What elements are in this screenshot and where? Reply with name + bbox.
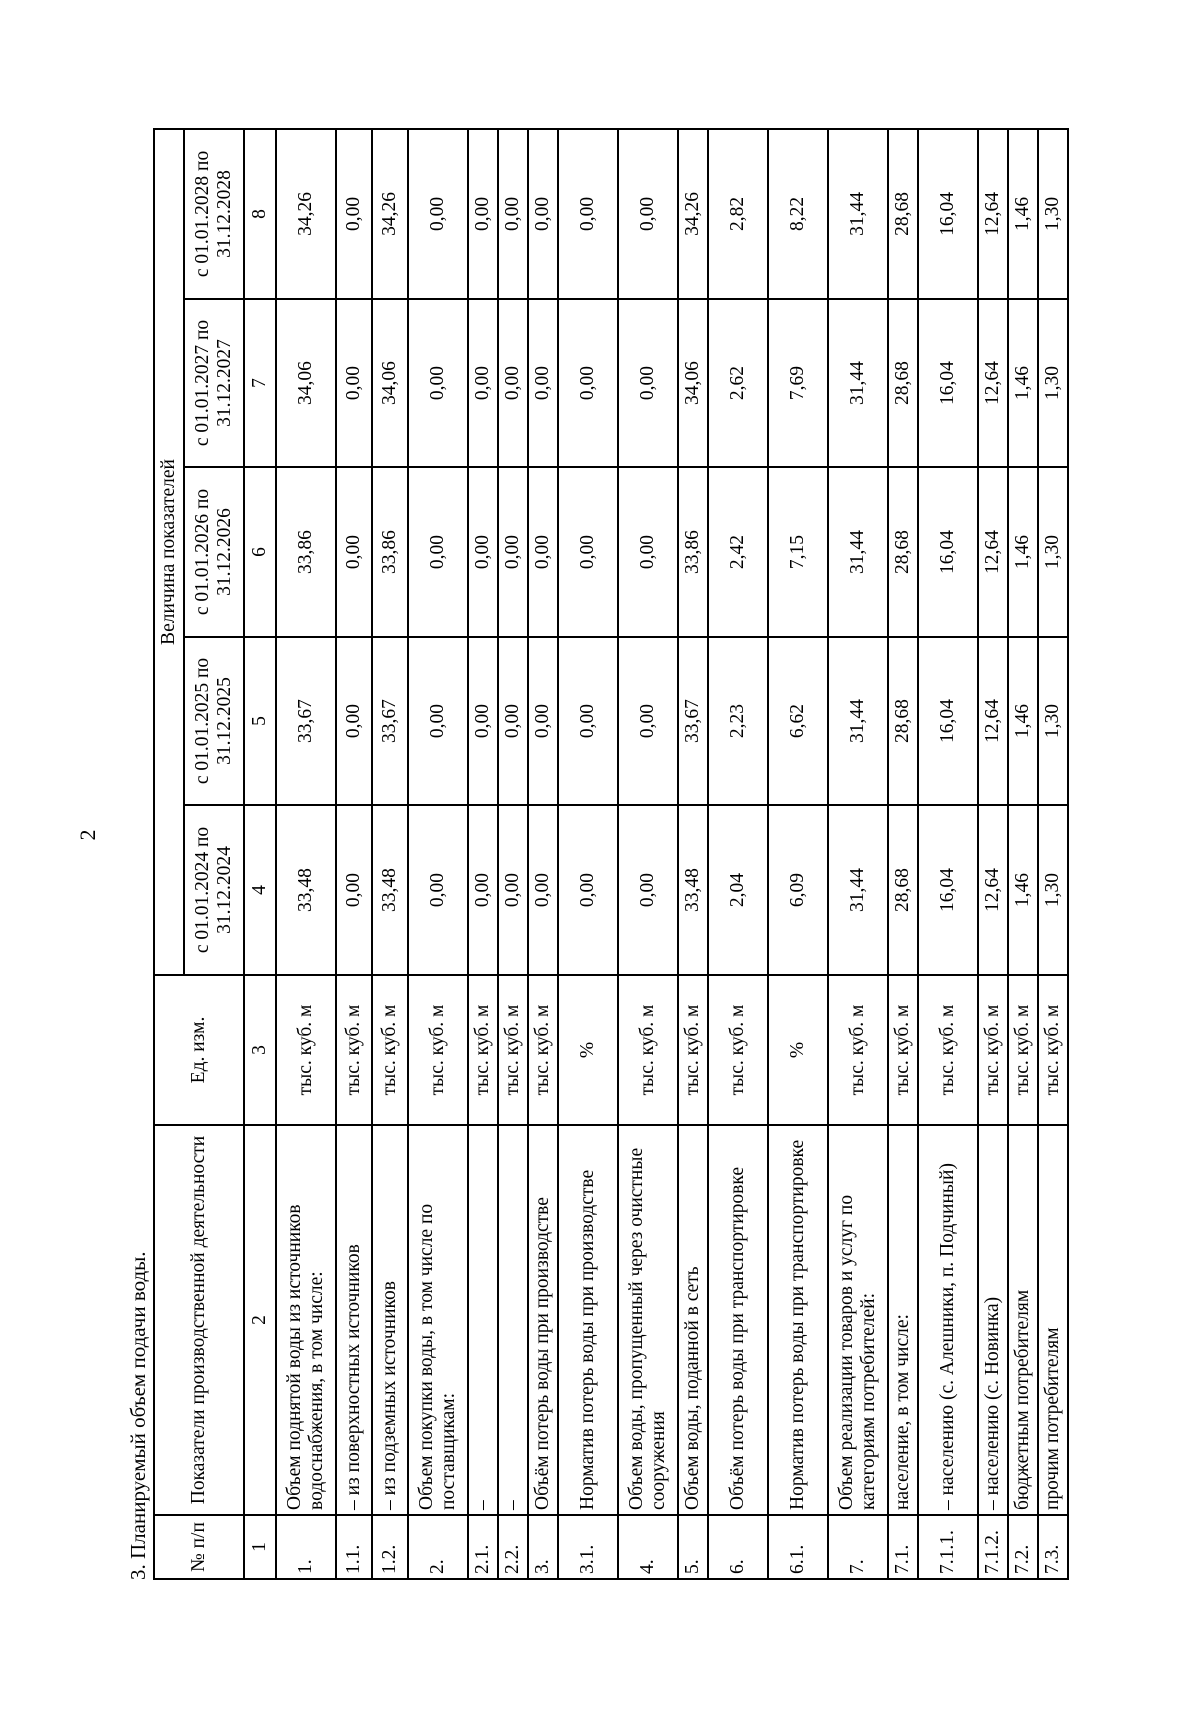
row-value: 28,68 bbox=[888, 805, 918, 975]
column-index: 1 bbox=[244, 1515, 276, 1579]
row-value: 34,06 bbox=[276, 299, 336, 467]
table-row bbox=[558, 129, 618, 1579]
row-value: 12,64 bbox=[978, 299, 1008, 467]
row-unit: % bbox=[768, 975, 828, 1125]
column-index: 2 bbox=[244, 1125, 276, 1515]
row-value: 0,00 bbox=[498, 637, 528, 805]
row-value: 0,00 bbox=[528, 805, 558, 975]
row-value: 0,00 bbox=[618, 467, 678, 637]
row-indicator: – из подземных источников bbox=[372, 1125, 408, 1515]
row-value: 0,00 bbox=[408, 299, 468, 467]
row-unit: тыс. куб. м bbox=[978, 975, 1008, 1125]
row-indicator: – населению (с. Алешники, п. Подчиный) bbox=[918, 1125, 978, 1515]
column-index: 3 bbox=[244, 975, 276, 1125]
row-value: 0,00 bbox=[468, 637, 498, 805]
row-value: 2,04 bbox=[708, 805, 768, 975]
row-indicator: бюджетным потребителям bbox=[1008, 1125, 1038, 1515]
table-row bbox=[408, 129, 468, 1579]
row-value: 16,04 bbox=[918, 637, 978, 805]
table-row bbox=[918, 129, 978, 1579]
header-indicator: Показатели производственной деятельности bbox=[154, 1125, 244, 1515]
row-indicator: – населению (с. Новинка) bbox=[978, 1125, 1008, 1515]
row-value: 33,67 bbox=[678, 637, 708, 805]
row-value: 0,00 bbox=[528, 299, 558, 467]
row-indicator: – из поверхностных источников bbox=[336, 1125, 372, 1515]
row-number: 1.1. bbox=[336, 1515, 372, 1579]
row-unit: тыс. куб. м bbox=[468, 975, 498, 1125]
table-row bbox=[1038, 129, 1068, 1579]
row-value: 31,44 bbox=[828, 467, 888, 637]
row-unit: тыс. куб. м bbox=[276, 975, 336, 1125]
row-value: 1,46 bbox=[1008, 467, 1038, 637]
row-unit: тыс. куб. м bbox=[408, 975, 468, 1125]
row-value: 0,00 bbox=[498, 467, 528, 637]
row-value: 0,00 bbox=[408, 637, 468, 805]
row-unit: тыс. куб. м bbox=[498, 975, 528, 1125]
row-value: 0,00 bbox=[498, 129, 528, 299]
table-row bbox=[498, 129, 528, 1579]
row-value: 31,44 bbox=[828, 805, 888, 975]
row-unit: тыс. куб. м bbox=[1008, 975, 1038, 1125]
row-number: 1.2. bbox=[372, 1515, 408, 1579]
row-value: 1,30 bbox=[1038, 805, 1068, 975]
row-unit: тыс. куб. м bbox=[618, 975, 678, 1125]
row-number: 7.1.2. bbox=[978, 1515, 1008, 1579]
row-unit: тыс. куб. м bbox=[528, 975, 558, 1125]
row-unit: тыс. куб. м bbox=[828, 975, 888, 1125]
row-number: 7. bbox=[828, 1515, 888, 1579]
row-value: 0,00 bbox=[528, 129, 558, 299]
row-value: 33,86 bbox=[276, 467, 336, 637]
table-row bbox=[528, 129, 558, 1579]
row-number: 7.3. bbox=[1038, 1515, 1068, 1579]
row-value: 0,00 bbox=[558, 129, 618, 299]
row-value: 0,00 bbox=[618, 637, 678, 805]
row-value: 33,67 bbox=[276, 637, 336, 805]
row-value: 0,00 bbox=[558, 637, 618, 805]
row-value: 1,30 bbox=[1038, 299, 1068, 467]
row-value: 12,64 bbox=[978, 805, 1008, 975]
table-row bbox=[888, 129, 918, 1579]
row-value: 1,30 bbox=[1038, 637, 1068, 805]
row-number: 6. bbox=[708, 1515, 768, 1579]
row-indicator: Норматив потерь воды при транспортировке bbox=[768, 1125, 828, 1515]
row-value: 28,68 bbox=[888, 129, 918, 299]
row-value: 33,48 bbox=[678, 805, 708, 975]
row-unit: % bbox=[558, 975, 618, 1125]
row-value: 2,42 bbox=[708, 467, 768, 637]
row-value: 28,68 bbox=[888, 637, 918, 805]
table-row bbox=[978, 129, 1008, 1579]
table-caption: 3. Планируемый объем подачи воды. bbox=[126, 1251, 150, 1580]
row-number: 6.1. bbox=[768, 1515, 828, 1579]
column-index: 5 bbox=[244, 637, 276, 805]
row-value: 28,68 bbox=[888, 299, 918, 467]
row-value: 16,04 bbox=[918, 129, 978, 299]
table-row bbox=[276, 129, 336, 1579]
row-value: 31,44 bbox=[828, 637, 888, 805]
row-value: 0,00 bbox=[618, 299, 678, 467]
row-value: 0,00 bbox=[336, 467, 372, 637]
table-row bbox=[336, 129, 372, 1579]
table-row bbox=[1008, 129, 1038, 1579]
row-unit: тыс. куб. м bbox=[888, 975, 918, 1125]
column-index: 4 bbox=[244, 805, 276, 975]
row-value: 28,68 bbox=[888, 467, 918, 637]
row-value: 0,00 bbox=[558, 299, 618, 467]
row-value: 6,09 bbox=[768, 805, 828, 975]
row-indicator: Объем воды, пропущенный через очистные сооружения bbox=[618, 1125, 678, 1515]
row-value: 1,30 bbox=[1038, 129, 1068, 299]
row-value: 16,04 bbox=[918, 805, 978, 975]
row-value: 0,00 bbox=[558, 805, 618, 975]
row-value: 16,04 bbox=[918, 299, 978, 467]
column-index-row bbox=[244, 129, 276, 1579]
row-value: 0,00 bbox=[336, 805, 372, 975]
row-indicator: Объём потерь воды при производстве bbox=[528, 1125, 558, 1515]
row-indicator: Объем реализации товаров и услуг по категориям потребителей: bbox=[828, 1125, 888, 1515]
row-value: 34,06 bbox=[372, 299, 408, 467]
row-unit: тыс. куб. м bbox=[708, 975, 768, 1125]
table-row bbox=[468, 129, 498, 1579]
table-row bbox=[372, 129, 408, 1579]
column-index: 8 bbox=[244, 129, 276, 299]
row-value: 33,48 bbox=[372, 805, 408, 975]
header-values-group: Величина показателей bbox=[154, 129, 184, 975]
row-value: 0,00 bbox=[336, 129, 372, 299]
row-indicator: Объём потерь воды при транспортировке bbox=[708, 1125, 768, 1515]
row-value: 1,46 bbox=[1008, 805, 1038, 975]
row-value: 7,69 bbox=[768, 299, 828, 467]
row-number: 4. bbox=[618, 1515, 678, 1579]
row-indicator: Объем воды, поданной в сеть bbox=[678, 1125, 708, 1515]
row-value: 34,26 bbox=[678, 129, 708, 299]
table-row bbox=[678, 129, 708, 1579]
row-value: 34,26 bbox=[372, 129, 408, 299]
row-value: 2,23 bbox=[708, 637, 768, 805]
row-value: 0,00 bbox=[528, 467, 558, 637]
row-value: 0,00 bbox=[468, 467, 498, 637]
row-value: 2,62 bbox=[708, 299, 768, 467]
row-number: 7.1. bbox=[888, 1515, 918, 1579]
column-index: 6 bbox=[244, 467, 276, 637]
row-indicator: население, в том числе: bbox=[888, 1125, 918, 1515]
row-number: 3.1. bbox=[558, 1515, 618, 1579]
row-value: 0,00 bbox=[558, 467, 618, 637]
row-value: 0,00 bbox=[408, 467, 468, 637]
row-value: 16,04 bbox=[918, 467, 978, 637]
row-number: 7.2. bbox=[1008, 1515, 1038, 1579]
row-number: 2. bbox=[408, 1515, 468, 1579]
row-value: 1,46 bbox=[1008, 637, 1038, 805]
row-value: 1,46 bbox=[1008, 129, 1038, 299]
row-number: 2.2. bbox=[498, 1515, 528, 1579]
row-value: 0,00 bbox=[408, 129, 468, 299]
row-value: 0,00 bbox=[468, 299, 498, 467]
row-value: 6,62 bbox=[768, 637, 828, 805]
row-value: 0,00 bbox=[618, 805, 678, 975]
row-value: 33,86 bbox=[678, 467, 708, 637]
header-period: с 01.01.2028 по 31.12.2028 bbox=[184, 129, 244, 299]
row-value: 33,48 bbox=[276, 805, 336, 975]
row-value: 8,22 bbox=[768, 129, 828, 299]
row-unit: тыс. куб. м bbox=[372, 975, 408, 1125]
row-indicator: Норматив потерь воды при производстве bbox=[558, 1125, 618, 1515]
header-period: с 01.01.2026 по 31.12.2026 bbox=[184, 467, 244, 637]
table-row bbox=[708, 129, 768, 1579]
row-unit: тыс. куб. м bbox=[918, 975, 978, 1125]
row-value: 33,67 bbox=[372, 637, 408, 805]
row-indicator: Объем поднятой воды из источников водоснабжения, в том числе: bbox=[276, 1125, 336, 1515]
row-value: 0,00 bbox=[498, 805, 528, 975]
header-period: с 01.01.2024 по 31.12.2024 bbox=[184, 805, 244, 975]
header-num: № п/п bbox=[154, 1515, 244, 1579]
row-value: 0,00 bbox=[468, 805, 498, 975]
row-indicator: Объем покупки воды, в том числе по поставщикам: bbox=[408, 1125, 468, 1515]
header-period: с 01.01.2025 по 31.12.2025 bbox=[184, 637, 244, 805]
row-indicator: – bbox=[498, 1125, 528, 1515]
page-number: 2 bbox=[75, 829, 100, 841]
row-unit: тыс. куб. м bbox=[336, 975, 372, 1125]
row-value: 34,06 bbox=[678, 299, 708, 467]
row-value: 34,26 bbox=[276, 129, 336, 299]
row-value: 0,00 bbox=[408, 805, 468, 975]
row-value: 31,44 bbox=[828, 129, 888, 299]
row-value: 0,00 bbox=[528, 637, 558, 805]
row-value: 12,64 bbox=[978, 467, 1008, 637]
row-value: 33,86 bbox=[372, 467, 408, 637]
row-number: 1. bbox=[276, 1515, 336, 1579]
header-period: с 01.01.2027 по 31.12.2027 bbox=[184, 299, 244, 467]
row-value: 1,46 bbox=[1008, 299, 1038, 467]
row-value: 0,00 bbox=[618, 129, 678, 299]
row-value: 31,44 bbox=[828, 299, 888, 467]
header-unit: Ед. изм. bbox=[154, 975, 244, 1125]
table-row bbox=[828, 129, 888, 1579]
row-unit: тыс. куб. м bbox=[1038, 975, 1068, 1125]
row-value: 2,82 bbox=[708, 129, 768, 299]
row-value: 1,30 bbox=[1038, 467, 1068, 637]
rotated-page-content bbox=[125, 130, 1063, 1580]
row-value: 0,00 bbox=[336, 299, 372, 467]
row-unit: тыс. куб. м bbox=[678, 975, 708, 1125]
row-value: 12,64 bbox=[978, 129, 1008, 299]
row-value: 0,00 bbox=[468, 129, 498, 299]
row-value: 12,64 bbox=[978, 637, 1008, 805]
table-row bbox=[618, 129, 678, 1579]
row-indicator: – bbox=[468, 1125, 498, 1515]
row-number: 7.1.1. bbox=[918, 1515, 978, 1579]
water-supply-table bbox=[153, 128, 1069, 1580]
row-number: 2.1. bbox=[468, 1515, 498, 1579]
row-value: 0,00 bbox=[498, 299, 528, 467]
row-value: 7,15 bbox=[768, 467, 828, 637]
column-index: 7 bbox=[244, 299, 276, 467]
row-indicator: прочим потребителям bbox=[1038, 1125, 1068, 1515]
row-value: 0,00 bbox=[336, 637, 372, 805]
row-number: 5. bbox=[678, 1515, 708, 1579]
row-number: 3. bbox=[528, 1515, 558, 1579]
table-row bbox=[768, 129, 828, 1579]
